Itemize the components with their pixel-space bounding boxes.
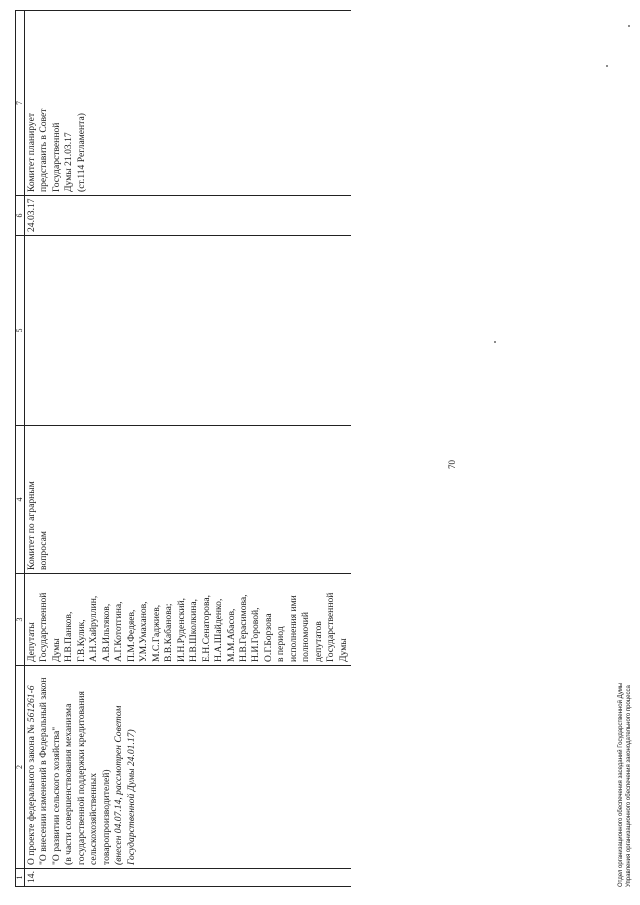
scan-speck <box>606 65 608 67</box>
committee-line: вопросам <box>38 531 50 570</box>
date-cell: 24.03.17 <box>25 196 352 236</box>
plan-line: Думы 21.03.17 <box>63 132 75 192</box>
initiator-line: Н.И.Горовой, <box>250 607 262 662</box>
page-number: 70 <box>447 460 457 469</box>
initiator-line: О.Г.Борзова <box>262 613 274 662</box>
column-number: 3 <box>16 574 25 666</box>
initiator-line: А.В.Ильтяков, <box>100 603 112 662</box>
initiator-line: А.Г.Кототгина, <box>113 601 125 662</box>
column-number: 5 <box>16 236 25 426</box>
row-number: 14. <box>25 869 352 887</box>
scan-speck <box>628 25 630 27</box>
bill-note-line: (внесен 04.07.14, рассмотрен Советом <box>113 705 125 865</box>
initiator-line: Н.В.Школкина, <box>188 598 200 662</box>
initiator-line: Государственной <box>325 592 337 662</box>
initiator-line: Е.Н.Сенаторова, <box>200 594 212 662</box>
initiator-line: П.М.Федяев, <box>125 609 137 662</box>
footer-line: Управления организационного обеспечения законодательного процесса <box>626 685 632 887</box>
committee-line: Комитет по аграрным <box>26 481 37 570</box>
bill-description-cell <box>25 666 352 869</box>
column-number-row <box>16 11 25 887</box>
bill-description-line: "О развитии сельского хозяйства" <box>50 726 62 865</box>
bill-title-line <box>26 669 38 865</box>
plan-line: Комитет планирует <box>26 112 37 192</box>
initiator-line: Думы <box>50 638 62 662</box>
initiator-line: Депутаты <box>26 622 37 662</box>
column-number: 6 <box>16 196 25 236</box>
column-5-cell <box>25 236 352 426</box>
column-number: 4 <box>16 426 25 574</box>
plan-line: (ст.114 Регламента) <box>75 113 87 192</box>
initiator-line: А.Н.Хайруллин, <box>88 595 100 662</box>
bill-note-line: Государственной Думы 24.01.17) <box>125 729 137 865</box>
initiator-line: И.Н.Руденский, <box>175 597 187 662</box>
column-number: 7 <box>16 11 25 196</box>
bill-description-line: сельскохозяйственных <box>88 772 100 865</box>
initiator-line: исполнения ими <box>287 595 299 662</box>
initiator-line: депутатов <box>312 621 324 662</box>
bill-description-line: государственной поддержки кредитования <box>75 691 87 865</box>
bill-title-prefix: О проекте федерального закона № <box>26 722 37 865</box>
initiator-line: У.М.Умаханов, <box>138 601 150 662</box>
scan-speck <box>494 341 496 343</box>
initiator-line: Н.В.Панков, <box>63 611 75 662</box>
initiator-line: Н.В.Герасимова, <box>237 594 249 662</box>
bill-description-line: "О внесении изменений в Федеральный закон <box>38 677 50 865</box>
column-number: 1 <box>16 869 25 887</box>
footer-line: Отдел организационного обеспечения заседаний Государственной Думы <box>618 682 624 887</box>
initiator-line: М.С.Гаджиев, <box>150 604 162 662</box>
plan-cell <box>25 11 352 196</box>
column-number: 2 <box>16 666 25 869</box>
initiator-line: М.М.Абасов, <box>225 608 237 662</box>
initiator-line: полномочий <box>300 611 312 662</box>
committee-cell <box>25 426 352 574</box>
initiators-cell <box>25 574 352 666</box>
initiator-line: Думы <box>337 638 349 662</box>
register-table <box>15 10 351 887</box>
table-row <box>25 11 352 887</box>
plan-line: представить в Совет <box>38 108 50 192</box>
plan-line: Государственной <box>50 122 62 192</box>
initiator-line: Г.В.Кулик, <box>75 619 87 662</box>
initiator-line: в период <box>275 626 287 662</box>
bill-description-line: товаропроизводителей) <box>100 769 112 865</box>
initiator-line: Н.А.Шайденко, <box>213 598 225 662</box>
bill-number: 561261-6 <box>26 685 37 723</box>
initiator-line: В.В.Кабанова; <box>163 603 175 662</box>
page-footer <box>617 683 633 887</box>
bill-description-line: (в части совершенствования механизма <box>63 703 75 865</box>
initiator-line: Государственной <box>38 592 50 662</box>
